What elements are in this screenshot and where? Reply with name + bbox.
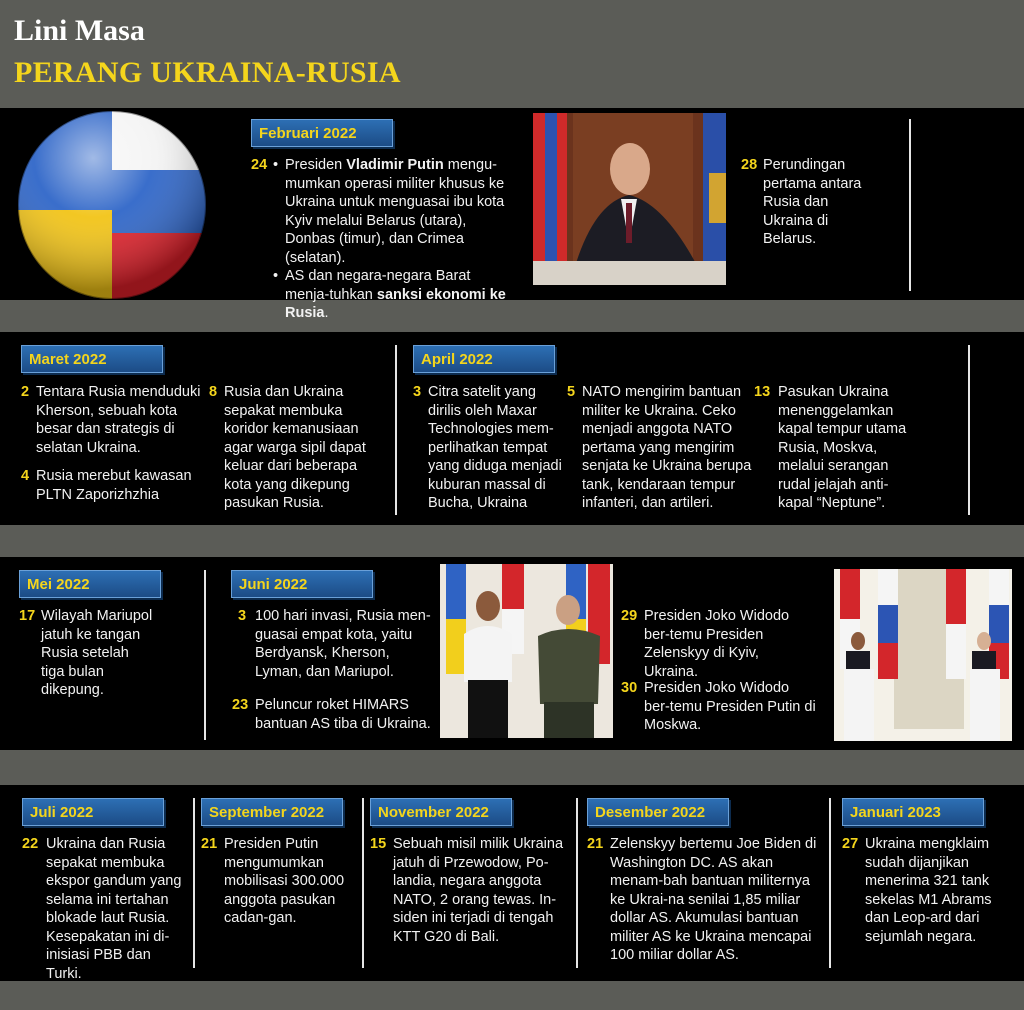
date-mar-8: 8 — [209, 384, 218, 400]
month-juli-2022: Juli 2022 — [22, 798, 164, 826]
divider — [204, 570, 206, 740]
feb28-text: Perundingan pertama antara Rusia dan Ukraina di Belarus. — [763, 157, 862, 247]
date-jul-22: 22 — [22, 836, 39, 852]
jul22-text: Ukraina dan Rusia sepakat membuka ekspor gandum yang selama ini tertahan blokade laut Rusia. Kesepakatan ini di-inisiasi PBB dan Turki. — [46, 836, 182, 982]
entry-jan-27 — [842, 835, 992, 946]
apr3-text: Citra satelit yang dirilis oleh Maxar Technologies mem-perlihatkan tempat yang diduga menjadi kuburan massal di Bucha, Ukraina — [428, 384, 562, 511]
entry-feb-24: 24 • Presiden Vladimir Putin mengu-mumkan operasi militer khusus ke Ukraina untuk menguasai ibu kota Kyiv melalui Belarus (utara), Donbas (timur), dan Crimea (selatan). • AS dan negara-negara Barat menja-tuhkan sanksi ekonomi ke Rusia. — [251, 157, 506, 321]
entry-mar-4 — [21, 467, 201, 504]
feb24-bullet2-end: . — [324, 305, 329, 321]
apr5-text: NATO mengirim bantuan militer ke Ukraina. Ceko menjadi anggota NATO pertama yang mengirim senjata ke Ukraina berupa tank, kendaraan tempur infanteri, dan artileri. — [582, 384, 752, 511]
apr13-text: Pasukan Ukraina menenggelamkan kapal tempur utama Rusia, Moskva, melalui serangan rudal jelajah anti-kapal “Neptune”. — [778, 384, 907, 511]
entry-mar-2 — [21, 383, 201, 457]
date-apr-5: 5 — [567, 384, 576, 400]
divider — [193, 798, 195, 968]
date-apr-13: 13 — [754, 384, 771, 400]
date-jun-29: 29 — [621, 608, 638, 624]
entry-feb-28 — [741, 156, 881, 249]
entry-mei-17 — [19, 607, 189, 700]
date-nov-15: 15 — [370, 836, 387, 852]
putin-photo — [533, 113, 726, 285]
entry-sep-21 — [201, 835, 351, 928]
entry-jul-22 — [22, 835, 187, 983]
entry-jun-3 — [238, 607, 433, 681]
sep21-text: Presiden Putin mengumumkan mobilisasi 300.000 anggota pasukan cadan-gan. — [224, 836, 345, 926]
month-mei-2022: Mei 2022 — [19, 570, 161, 598]
date-mei-17: 17 — [19, 608, 36, 624]
feb24-text-bold: Vladimir Putin — [346, 157, 444, 173]
entry-des-21 — [587, 835, 822, 965]
divider — [576, 798, 578, 968]
divider — [968, 345, 970, 515]
feb24-bullet2-a: AS dan negara-negara Barat menja-tuhkan — [285, 268, 471, 303]
date-des-21: 21 — [587, 836, 604, 852]
date-jun-30: 30 — [621, 680, 638, 696]
header-title: Lini Masa — [14, 14, 145, 47]
nov15-text: Sebuah misil milik Ukraina jatuh di Przewodow, Po-landia, negara anggota NATO, 2 orang tewas. In-siden ini terjadi di tengah KTT G20 di Bali. — [393, 836, 564, 945]
mar4-text: Rusia merebut kawasan PLTN Zaporizhzhia — [36, 468, 192, 503]
month-november-2022: November 2022 — [370, 798, 512, 826]
month-september-2022: September 2022 — [201, 798, 343, 826]
entry-apr-13 — [754, 383, 914, 513]
entry-jun-23 — [232, 696, 432, 733]
entry-jun-30 — [621, 679, 816, 735]
flag-globe-icon — [15, 108, 209, 302]
mar8-text: Rusia dan Ukraina sepakat membuka koridor kemanusiaan agar warga sipil dapat keluar dari beberapa kota yang dikepung pasukan Rusia. — [224, 384, 366, 511]
month-juni-2022: Juni 2022 — [231, 570, 373, 598]
entry-nov-15 — [370, 835, 565, 946]
feb24-text-b: mengu-mumkan operasi militer khusus ke Ukraina untuk menguasai ibu kota Kyiv melalui Belarus (utara), Donbas (timur), dan Crimea (selatan). — [285, 157, 505, 266]
jun23-text: Peluncur roket HIMARS bantuan AS tiba di Ukraina. — [255, 697, 431, 732]
mei17-text: Wilayah Mariupol jatuh ke tangan Rusia setelah tiga bulan dikepung. — [41, 608, 153, 698]
jan27-text: Ukraina mengklaim sudah dijanjikan menerima 321 tank sekelas M1 Abrams dan Leop-ard dari sejumlah negara. — [865, 836, 992, 945]
jun29-text: Presiden Joko Widodo ber-temu Presiden Zelenskyy di Kyiv, Ukraina. — [644, 608, 790, 680]
header-subtitle: PERANG UKRAINA-RUSIA — [14, 56, 401, 89]
entry-apr-3 — [413, 383, 565, 513]
month-desember-2022: Desember 2022 — [587, 798, 729, 826]
entry-mar-8 — [209, 383, 374, 513]
jokowi-zelenskyy-photo — [440, 564, 613, 738]
divider — [395, 345, 397, 515]
mar2-text: Tentara Rusia menduduki Kherson, sebuah kota besar dan strategis di selatan Ukraina. — [36, 384, 201, 456]
entry-jun-29 — [621, 607, 816, 681]
date-jun-23: 23 — [232, 697, 249, 713]
date-feb-28: 28 — [741, 157, 758, 173]
jokowi-putin-photo — [834, 569, 1012, 741]
feb24-bullet2-bold: sanksi ekonomi ke Rusia — [285, 286, 506, 321]
date-mar-4: 4 — [21, 468, 30, 484]
date-jan-27: 27 — [842, 836, 859, 852]
des21-text: Zelenskyy bertemu Joe Biden di Washington DC. AS akan menam-bah bantuan militernya ke Ukrai-na senilai 1,85 miliar dollar AS. Akumulasi bantuan militer AS ke Ukraina mencapai 100 miliar dollar AS. — [610, 836, 817, 963]
feb24-text-a: Presiden — [285, 157, 347, 173]
month-maret-2022: Maret 2022 — [21, 345, 163, 373]
divider — [829, 798, 831, 968]
divider — [909, 119, 911, 291]
date-apr-3: 3 — [413, 384, 422, 400]
date-jun-3: 3 — [238, 608, 247, 624]
date-mar-2: 2 — [21, 384, 30, 400]
month-februari-2022: Februari 2022 — [251, 119, 393, 147]
month-april-2022: April 2022 — [413, 345, 555, 373]
jun3-text: 100 hari invasi, Rusia men-guasai empat kota, yaitu Berdyansk, Kherson, Lyman, dan Mariupol. — [255, 608, 431, 680]
date-feb-24: 24 — [251, 157, 268, 173]
month-januari-2023: Januari 2023 — [842, 798, 984, 826]
divider — [362, 798, 364, 968]
jun30-text: Presiden Joko Widodo ber-temu Presiden Putin di Moskwa. — [644, 680, 816, 733]
entry-apr-5 — [567, 383, 752, 513]
date-sep-21: 21 — [201, 836, 218, 852]
